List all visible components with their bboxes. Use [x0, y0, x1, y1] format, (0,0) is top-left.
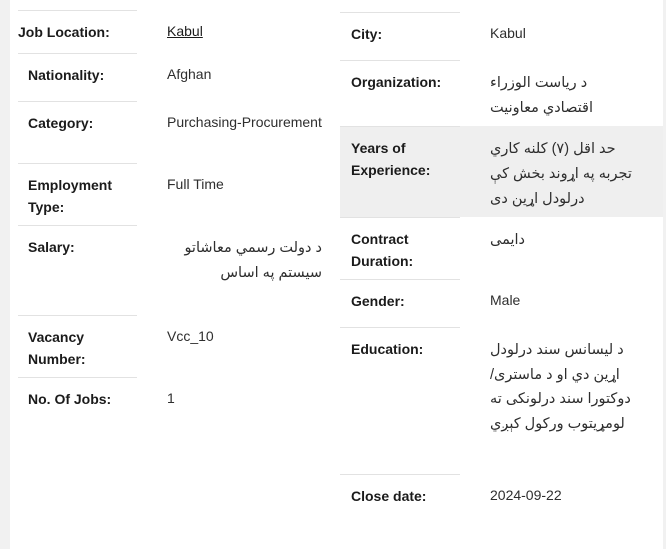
gender-label: Gender:	[340, 279, 460, 327]
row-gender	[340, 279, 663, 327]
row-education	[340, 327, 663, 474]
row-nationality	[18, 53, 340, 101]
job-details-left-table	[18, 10, 340, 425]
city-value: Kabul	[490, 25, 526, 41]
no-of-jobs-label: No. Of Jobs:	[18, 377, 137, 425]
employment-type-label: Employment Type:	[18, 163, 137, 225]
years-of-experience-label: Years of Experience:	[340, 126, 460, 217]
row-employment-type	[18, 163, 340, 225]
row-close-date	[340, 474, 663, 522]
years-of-experience-value: حد اقل (۷) کلنه کاري تجربه په اړوند بخش کې درلودل اړين دی	[490, 141, 632, 207]
job-location-value	[167, 10, 340, 53]
row-contract-duration	[340, 217, 663, 279]
organization-label: Organization:	[340, 60, 460, 126]
city-label: City:	[340, 12, 460, 60]
job-details-right-table	[340, 12, 663, 522]
no-of-jobs-value: 1	[167, 390, 175, 406]
vacancy-number-value: Vcc_10	[167, 328, 214, 344]
nationality-label: Nationality:	[18, 53, 137, 101]
row-vacancy-number	[18, 315, 340, 377]
job-location-label: Job Location:	[18, 10, 137, 53]
salary-value: د دولت رسمي معاشاتو سيستم په اساس	[184, 240, 322, 281]
education-value: د ليسانس سند درلودل اړين دي او د ماستری/دوکتورا سند درلونکی ته لومړيتوب ورکول کېږي	[490, 342, 631, 433]
contract-duration-label: Contract Duration:	[340, 217, 460, 279]
row-no-of-jobs	[18, 377, 340, 425]
row-organization	[340, 60, 663, 126]
job-details-panel	[10, 0, 663, 549]
vacancy-number-label: Vacancy Number:	[18, 315, 137, 377]
nationality-value: Afghan	[167, 66, 212, 82]
close-date-value: 2024-09-22	[490, 487, 562, 504]
row-salary	[18, 225, 340, 315]
job-location-link[interactable]: Kabul	[167, 23, 203, 39]
employment-type-value: Full Time	[167, 176, 224, 192]
category-value: Purchasing-Procurement	[167, 114, 322, 130]
contract-duration-value: دايمی	[490, 232, 525, 249]
row-years-of-experience	[340, 126, 663, 217]
education-label: Education:	[340, 327, 460, 474]
organization-value: د رياست الوزراء اقتصادي معاونيت	[490, 75, 593, 116]
close-date-label: Close date:	[340, 474, 460, 522]
salary-label: Salary:	[18, 225, 137, 315]
category-label: Category:	[18, 101, 137, 163]
job-details-columns	[10, 0, 663, 522]
row-city	[340, 12, 663, 60]
gender-value: Male	[490, 292, 521, 309]
row-job-location	[18, 10, 340, 53]
row-category	[18, 101, 340, 163]
